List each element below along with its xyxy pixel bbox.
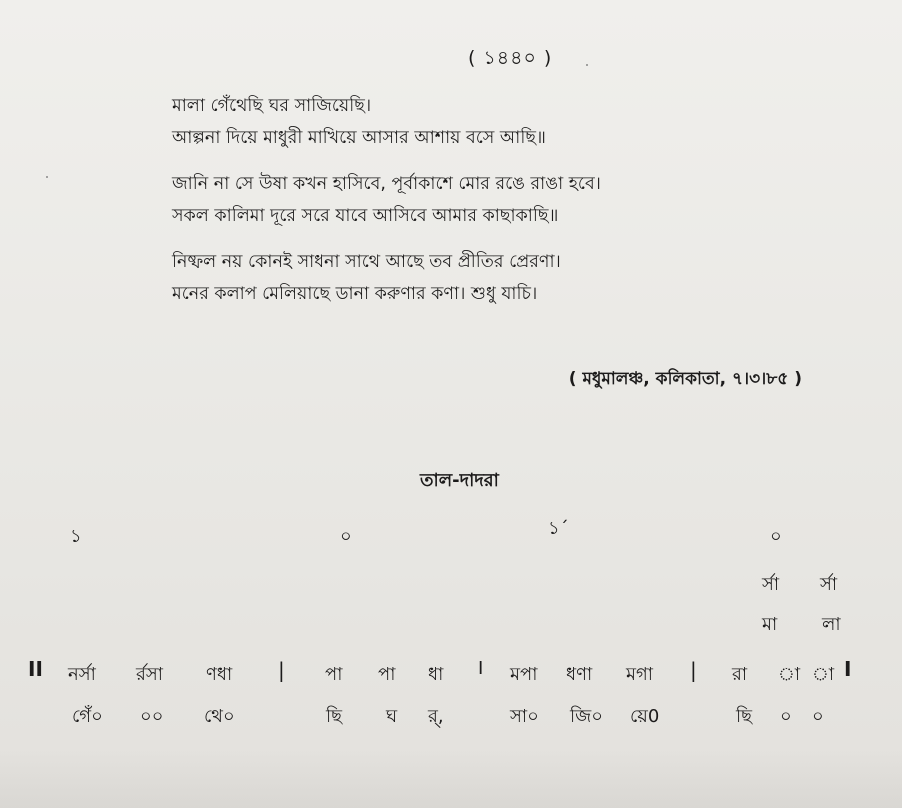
scan-speck: [586, 64, 588, 66]
lyric: গেঁ০: [72, 706, 103, 727]
lyric: ছি: [736, 706, 753, 727]
note: মগা: [626, 664, 654, 685]
lyric: ০: [812, 706, 824, 727]
lyric: ০: [780, 706, 792, 727]
note: া: [778, 664, 801, 685]
pre-lyric: লা: [822, 614, 841, 635]
tala-title: তাল-দাদরা: [420, 470, 499, 491]
lyric: ঘ: [386, 706, 398, 727]
section-mark: I: [478, 658, 484, 679]
bar-line: |: [690, 658, 697, 682]
lyric: ছি: [326, 706, 343, 727]
poem-line: সকল কালিমা দূরে সরে যাবে আসিবে আমার কাছাকাছি॥: [172, 206, 559, 226]
beat-mark: ০: [770, 526, 782, 547]
poem-line: আল্পনা দিয়ে মাধুরী মাখিয়ে আসার আশায় বসে আছি॥: [172, 128, 546, 148]
lyric: র্,: [428, 706, 444, 727]
scan-speck: [46, 176, 48, 178]
beat-mark: ০: [340, 526, 352, 547]
poem-line: নিষ্ফল নয় কোনই সাধনা সাথে আছে তব প্রীতির প্রেরণা।: [172, 252, 561, 272]
note: র্রসা: [136, 664, 164, 685]
note: রা: [732, 664, 748, 685]
note: া: [812, 664, 835, 685]
note: মপা: [510, 664, 538, 685]
pre-lyric: মা: [762, 614, 778, 635]
bar-line: |: [278, 658, 285, 682]
beat-mark: ১: [70, 526, 82, 547]
note: পা: [378, 664, 396, 685]
pre-note: র্সা: [762, 574, 780, 595]
note: ধা: [428, 664, 444, 685]
lyric: ০০: [140, 706, 164, 727]
page-number: ( ১৪৪০ ): [468, 47, 553, 69]
note: নর্সা: [68, 664, 96, 685]
end-mark: I: [844, 657, 852, 681]
note: ণধা: [206, 664, 233, 685]
signature: ( মধুমালঞ্চ, কলিকাতা, ৭।৩।৮৫ ): [568, 369, 802, 389]
poem-line: মালা গেঁথেছি ঘর সাজিয়েছি।: [172, 96, 372, 116]
poem-line: জানি না সে উষা কখন হাসিবে, পূর্বাকাশে মোর রঙে রাঙা হবে।: [172, 174, 601, 194]
beat-mark: ১´: [548, 518, 569, 539]
page-shadow: [0, 748, 902, 808]
lyric: জি০: [570, 706, 603, 727]
note: ধণা: [566, 664, 593, 685]
lyric: সা০: [510, 706, 539, 727]
lyric: থে০: [204, 706, 235, 727]
note: পা: [325, 664, 343, 685]
poem-line: মনের কলাপ মেলিয়াছে ডানা করুণার কণা। শুধু যাচি।: [172, 284, 538, 304]
start-mark: II: [28, 657, 43, 681]
lyric: য়ে0: [630, 706, 660, 727]
pre-note: র্সা: [820, 574, 838, 595]
